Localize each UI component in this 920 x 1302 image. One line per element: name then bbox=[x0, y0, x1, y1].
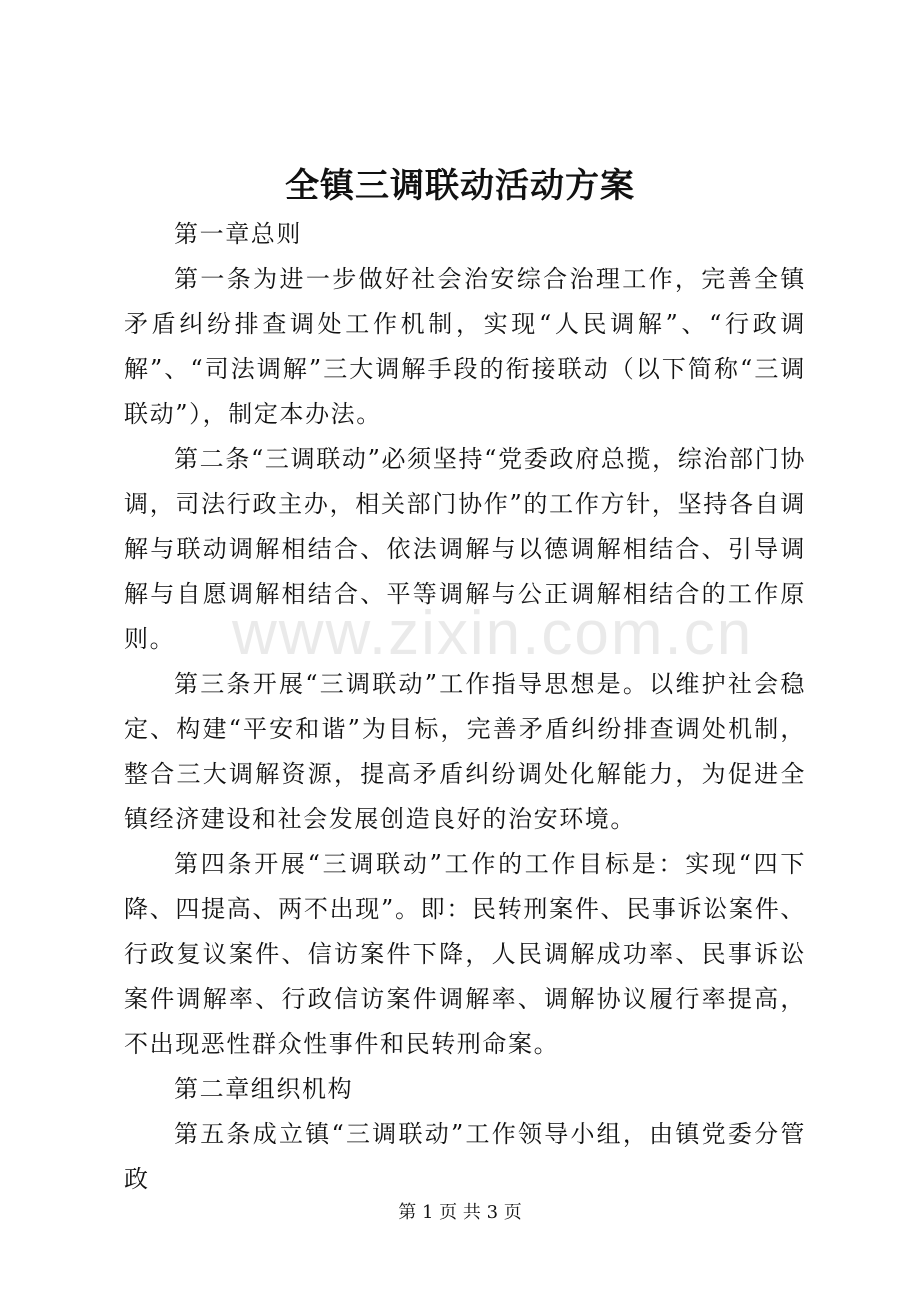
article-5: 第五条成立镇“三调联动”工作领导小组，由镇党委分管政 bbox=[124, 1120, 806, 1193]
watermark: www.zixin.com.cn bbox=[232, 599, 754, 668]
document-body bbox=[124, 212, 806, 1202]
chapter-heading-2: 第二章组织机构 bbox=[174, 1075, 354, 1103]
article-1: 第一条为进一步做好社会治安综合治理工作，完善全镇矛盾纠纷排查调处工作机制，实现“人民调解”、“行政调解”、“司法调解”三大调解手段的衔接联动（以下简称“三调联动”），制定本办法。 bbox=[124, 265, 806, 428]
article-3: 第三条开展“三调联动”工作指导思想是。以维护社会稳定、构建“平安和谐”为目标，完善矛盾纠纷排查调处机制，整合三大调解资源，提高矛盾纠纷调处化解能力，为促进全镇经济建设和社会发展创造良好的治安环境。 bbox=[124, 670, 806, 833]
article-2: 第二条“三调联动”必须坚持“党委政府总揽，综治部门协调，司法行政主办，相关部门协作”的工作方针，坚持各自调解与联动调解相结合、依法调解与以德调解相结合、引导调解与自愿调解相结合、平等调解与公正调解相结合的工作原则。 bbox=[124, 445, 806, 653]
chapter-heading-1: 第一章总则 bbox=[174, 220, 302, 248]
page-footer: 第 1 页 共 3 页 bbox=[398, 1202, 522, 1223]
article-4: 第四条开展“三调联动”工作的工作目标是：实现“四下降、四提高、两不出现”。即：民转刑案件、民事诉讼案件、行政复议案件、信访案件下降，人民调解成功率、民事诉讼案件调解率、行政信访案件调解率、调解协议履行率提高，不出现恶性群众性事件和民转刑命案。 bbox=[124, 850, 806, 1058]
document-title: 全镇三调联动活动方案 bbox=[285, 166, 635, 206]
